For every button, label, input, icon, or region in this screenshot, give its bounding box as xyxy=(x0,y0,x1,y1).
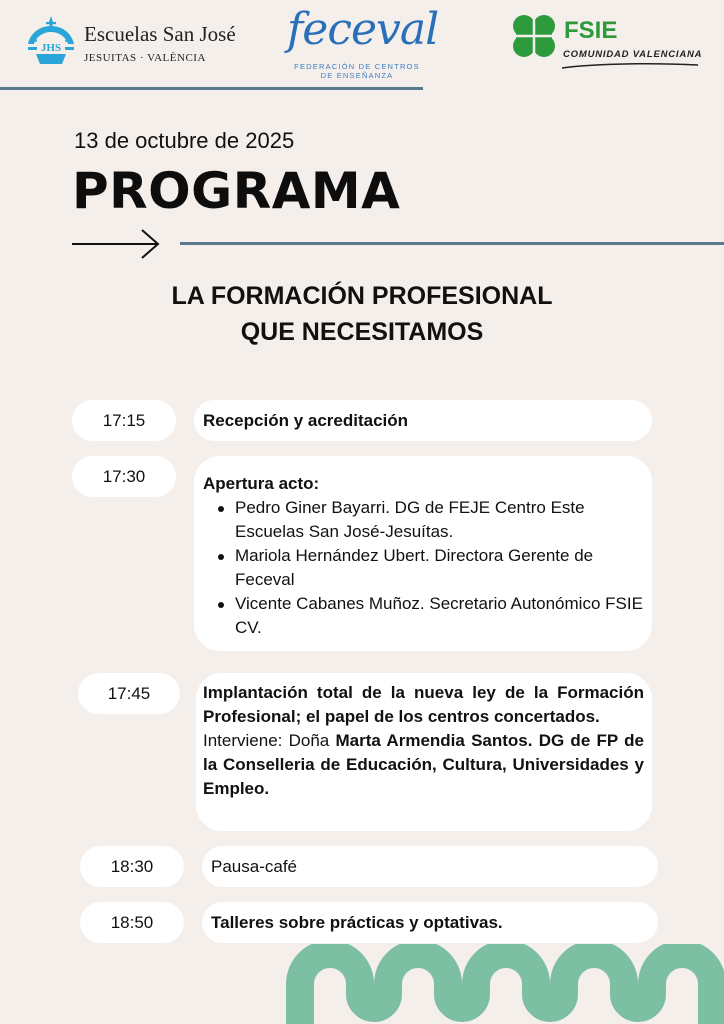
speaker-list xyxy=(203,496,648,640)
arrow-right-icon xyxy=(72,228,164,260)
escuelas-emblem-icon xyxy=(24,14,78,68)
header-divider xyxy=(0,87,423,90)
page-title: PROGRAMA xyxy=(72,162,401,220)
speaker-item: Vicente Cabanes Muñoz. Secretario Autonómico FSIE CV. xyxy=(203,592,648,640)
agenda-item xyxy=(194,400,652,441)
escuelas-san-jose-logo xyxy=(24,12,244,72)
agenda-item xyxy=(202,902,658,943)
agenda-title: Talleres sobre prácticas y optativas. xyxy=(211,913,503,932)
agenda-content xyxy=(203,681,644,801)
agenda-item xyxy=(196,673,652,831)
event-subtitle-line1: LA FORMACIÓN PROFESIONAL xyxy=(171,282,553,310)
feceval-wordmark: feceval xyxy=(287,4,439,55)
agenda-content xyxy=(203,472,648,640)
agenda-time: 17:30 xyxy=(102,466,146,486)
speaker-line xyxy=(203,729,644,801)
agenda-time: 18:50 xyxy=(110,912,154,932)
event-subtitle-line2: QUE NECESITAMOS xyxy=(240,318,484,346)
speaker-name: Marta Armendia Santos. DG de FP de la Conselleria de Educación, Cultura, Universidades y Empleo. xyxy=(203,731,644,798)
speaker-item: Mariola Hernández Ubert. Directora Gerente de Feceval xyxy=(203,544,648,592)
agenda-title: Recepción y acreditación xyxy=(203,411,409,430)
agenda-time-pill xyxy=(72,400,176,441)
fsie-subtitle: COMUNIDAD VALENCIANA xyxy=(563,49,703,60)
fsie-wordmark: FSIE xyxy=(564,17,618,44)
speaker-prefix: Interviene: Doña xyxy=(203,731,336,750)
feceval-logo xyxy=(287,4,439,80)
speaker-item: Pedro Giner Bayarri. DG de FEJE Centro Este Escuelas San José-Jesuítas. xyxy=(203,496,648,544)
event-date: 13 de octubre de 2025 xyxy=(74,128,295,153)
title-divider xyxy=(180,242,724,245)
agenda-time: 18:30 xyxy=(110,856,154,876)
agenda-time-pill xyxy=(78,673,180,714)
agenda-time: 17:15 xyxy=(102,410,146,430)
clover-icon xyxy=(508,12,560,64)
fsie-swoosh-decoration xyxy=(560,60,700,70)
agenda-title: Pausa-café xyxy=(211,857,297,876)
feceval-subtitle-line1: FEDERACIÓN DE CENTROS xyxy=(294,62,420,71)
agenda-time-pill xyxy=(72,456,176,497)
feceval-subtitle-line2: DE ENSEÑANZA xyxy=(320,71,394,80)
agenda-item xyxy=(202,846,658,887)
escuelas-subtitle: JESUITAS · VALÈNCIA xyxy=(84,52,206,64)
agenda-item xyxy=(194,456,652,651)
agenda-time: 17:45 xyxy=(107,683,151,703)
agenda-time-pill xyxy=(80,846,184,887)
wave-decoration xyxy=(280,944,724,1024)
agenda-title: Apertura acto: xyxy=(203,474,320,493)
fsie-logo xyxy=(508,12,708,72)
escuelas-title: Escuelas San José xyxy=(84,22,236,46)
agenda-time-pill xyxy=(80,902,184,943)
svg-text:JHS: JHS xyxy=(40,42,62,54)
agenda-title: Implantación total de la nueva ley de la Formación Profesional; el papel de los centros concertados. xyxy=(203,683,644,726)
